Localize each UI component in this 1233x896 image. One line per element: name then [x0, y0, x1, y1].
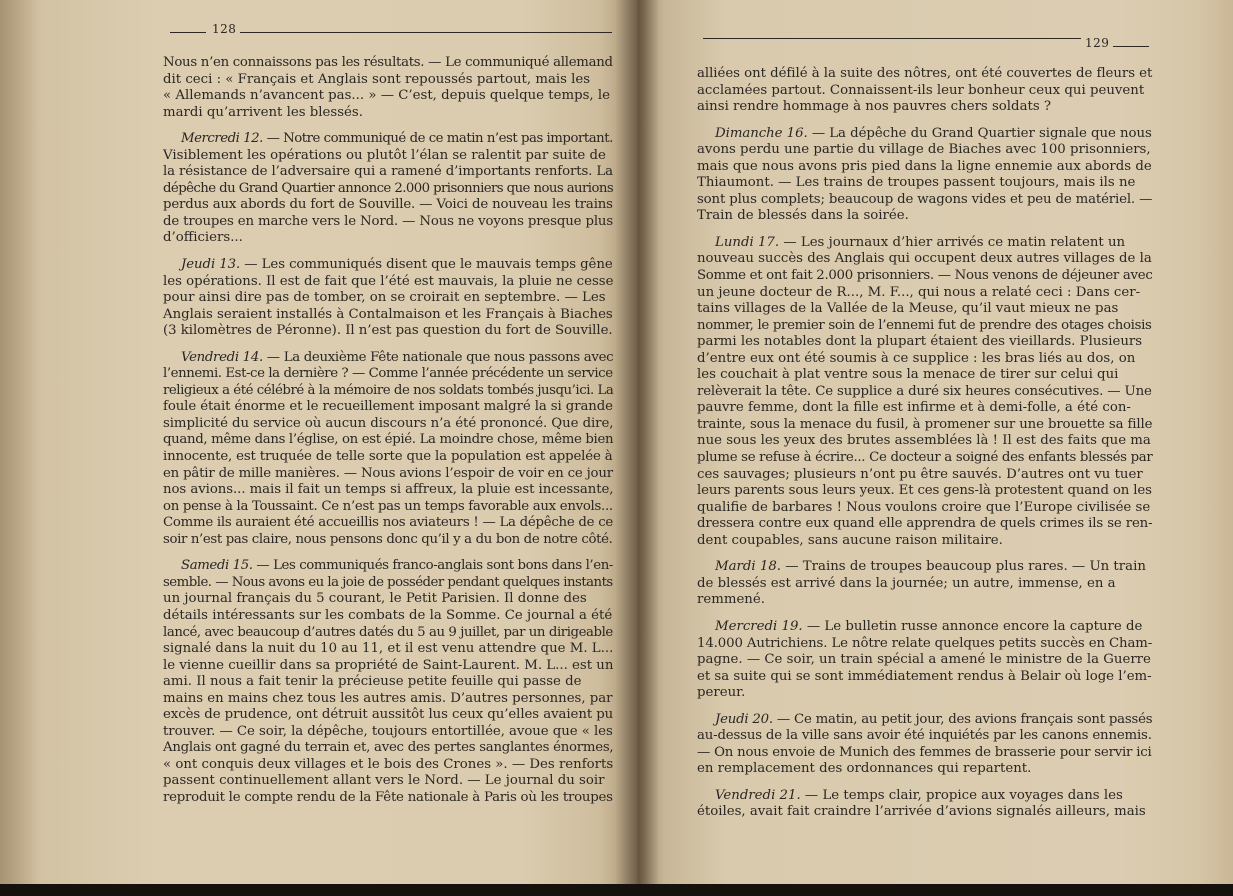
text-line: signalé dans la nuit du 10 au 11, et il est venu attendre que M. L... — [163, 641, 614, 657]
paragraph — [697, 712, 1152, 778]
paragraph — [697, 66, 1152, 116]
text-line: nos avions... mais il fait un temps si affreux, la pluie est incessante, — [163, 482, 614, 498]
text-line: reproduit le compte rendu de la Fête nationale à Paris où les troupes — [163, 789, 613, 805]
date-heading: Mardi 18. — [715, 559, 782, 575]
paragraph — [697, 126, 1152, 225]
text-line: nommer, le premier soin de l’ennemi fut de prendre des otages choisis — [697, 317, 1152, 333]
text-line: un journal français du 5 courant, le Petit Parisien. Il donne des — [163, 591, 587, 607]
text-line: Jeudi 13. — Les communiqués disent que le mauvais temps gêne — [181, 257, 613, 273]
left-page-text — [163, 55, 613, 817]
text-line: simplicité du service où aucun discours n’a été prononcé. Que dire, — [163, 415, 614, 431]
text-line: Nous n’en connaissons pas les résultats. — Le communiqué allemand — [163, 55, 613, 70]
running-head-left — [0, 22, 637, 42]
text-line: Comme ils auraient été accueillis nos aviateurs ! — La dépêche de ce — [163, 515, 613, 531]
text-line: perdus aux abords du fort de Souville. — Voici de nouveau les trains — [163, 197, 613, 213]
text-line: Mercredi 19. — Le bulletin russe annonce encore la capture de — [715, 618, 1143, 634]
text-line: Visiblement les opérations ou plutôt l’élan se ralentit par suite de — [163, 147, 606, 163]
text-line: le vienne cueillir dans sa propriété de Saint-Laurent. M. L... est un — [163, 657, 614, 673]
text-line: parmi les notables dont la plupart étaient des vieillards. Plusieurs — [697, 334, 1143, 350]
text-line: lancé, avec beaucoup d’autres datés du 5 au 9 juillet, par un dirigeable — [163, 624, 613, 640]
text-line: passent continuellement allant vers le Nord. — Le journal du soir — [163, 773, 605, 789]
text-line: d’entre eux ont été soumis à ce supplice : les bras liés au dos, on — [697, 350, 1136, 366]
text-line: la résistance de l’adversaire qui a ramené d’importants renforts. La — [163, 164, 613, 180]
text-line: alliées ont défilé à la suite des nôtres, ont été couvertes de fleurs et — [697, 66, 1153, 81]
text-line: (3 kilomètres de Péronne). Il n’est pas question du fort de Souville. — [163, 323, 613, 339]
text-line: ami. Il nous a fait tenir la précieuse petite feuille qui passe de — [163, 674, 582, 690]
text-line: Anglais ont gagné du terrain et, avec des pertes sanglantes énormes, — [163, 740, 614, 756]
text-line: trouver. — Ce soir, la dépêche, toujours entortillée, avoue que « les — [163, 723, 613, 739]
paragraph — [697, 235, 1152, 549]
page-edge-shading — [0, 0, 40, 884]
text-line: et sa suite qui se sont immédiatement rendus à Belair où loge l’em- — [697, 668, 1152, 684]
text-line: — On nous envoie de Munich des femmes de brasserie pour servir ici — [697, 744, 1152, 760]
text-line: dépêche du Grand Quartier annonce 2.000 prisonniers que nous aurions — [163, 180, 614, 196]
text-line: de troupes en marche vers le Nord. — Nous ne voyons presque plus — [163, 213, 614, 229]
text-line: quand, même dans l’église, on est épié. La moindre chose, même bien — [163, 432, 614, 448]
date-heading: Mercredi 12. — [181, 131, 263, 147]
text-line: dressera contre eux quand elle apprendra de quels crimes ils se ren- — [697, 516, 1153, 532]
text-line: foule était énorme et le recueillement imposant malgré la si grande — [163, 399, 613, 415]
header-rule-short — [1113, 46, 1149, 47]
paragraph — [697, 559, 1152, 609]
text-line: de blessés est arrivé dans la journée; un autre, immense, en a — [697, 575, 1116, 591]
text-line: Anglais seraient installés à Contalmaison et les Français à Biaches — [163, 306, 613, 322]
paragraph — [163, 257, 613, 340]
text-line: plume se refuse à écrire... Ce docteur a soigné des enfants blessés par — [697, 450, 1153, 466]
text-line: Jeudi 20. — Ce matin, au petit jour, des avions français sont passés — [715, 711, 1153, 727]
text-line: Mardi 18. — Trains de troupes beaucoup plus rares. — Un train — [715, 559, 1146, 575]
text-line: mais que nous avons pris pied dans la ligne ennemie aux abords de — [697, 158, 1152, 174]
text-line: en remplacement des ordonnances qui repartent. — [697, 761, 1032, 777]
text-line: innocente, est truquée de telle sorte que la population est appelée à — [163, 449, 613, 465]
text-line: 14.000 Autrichiens. Le nôtre relate quelques petits succès en Cham- — [697, 635, 1153, 651]
text-line: mains en mains chez tous les autres amis. D’autres personnes, par — [163, 690, 613, 706]
text-line: Vendredi 14. — La deuxième Fête nationale que nous passons avec — [181, 349, 614, 365]
header-rule-short — [170, 32, 206, 33]
text-line: pour ainsi dire pas de tomber, on se croirait en septembre. — Les — [163, 290, 606, 306]
text-line: les opérations. Il est de fait que l’été est mauvais, la pluie ne cesse — [163, 273, 614, 289]
date-heading: Vendredi 21. — [715, 787, 801, 803]
text-line: Samedi 15. — Les communiqués franco-anglais sont bons dans l’en- — [181, 558, 613, 574]
header-rule-long — [703, 38, 1081, 39]
header-rule-long — [240, 32, 612, 33]
text-line: d’officiers... — [163, 230, 243, 246]
text-line: soir n’est pas claire, nous pensons donc qu’il y a du bon de notre côté. — [163, 531, 613, 547]
text-line: remmené. — [697, 592, 765, 608]
text-line: acclamées partout. Connaissent-ils leur bonheur ceux qui peuvent — [697, 82, 1145, 98]
text-line: « Allemands n’avancent pas... » — C’est, depuis quelque temps, le — [163, 88, 610, 104]
text-line: tains villages de la Vallée de la Meuse, qu’il vaut mieux ne pas — [697, 301, 1119, 317]
text-line: dent coupables, sans aucune raison militaire. — [697, 532, 1003, 548]
paragraph — [697, 788, 1152, 821]
date-heading: Jeudi 13. — [181, 257, 241, 273]
date-heading: Mercredi 19. — [715, 618, 803, 634]
text-line: trainte, sous la menace du fusil, à promener sur une brouette sa fille — [697, 416, 1153, 432]
text-line: détails intéressants sur les combats de la Somme. Ce journal a été — [163, 607, 613, 623]
text-line: Mercredi 12. — Notre communiqué de ce matin n’est pas important. — [181, 131, 613, 147]
page-number: 128 — [212, 22, 237, 36]
text-line: étoiles, avait fait craindre l’arrivée d’avions signalés ailleurs, mais — [697, 804, 1146, 820]
text-line: « ont conquis deux villages et le bois des Crones ». — Des renforts — [163, 756, 614, 772]
paragraph — [163, 558, 613, 806]
text-line: l’ennemi. Est-ce la dernière ? — Comme l’année précédente un service — [163, 366, 613, 382]
text-line: excès de prudence, ont détruit aussitôt lus ceux qu’elles avaient pu — [163, 707, 614, 723]
text-line: ainsi rendre hommage à nos pauvres chers soldats ? — [697, 99, 1052, 115]
text-line: dit ceci : « Français et Anglais sont repoussés partout, mais les — [163, 71, 591, 87]
paragraph — [163, 350, 613, 549]
text-line: nouveau succès des Anglais qui occupent deux autres villages de la — [697, 251, 1152, 267]
text-line: avons perdu une partie du village de Biaches avec 100 prisonniers, — [697, 142, 1151, 158]
text-line: pauvre femme, dont la fille est infirme et à demi-folle, a été con- — [697, 400, 1131, 416]
text-line: semble. — Nous avons eu la joie de posséder pendant quelques instants — [163, 574, 613, 590]
text-line: les couchait à plat ventre sous la menace de tirer sur celui qui — [697, 367, 1119, 383]
text-line: relèverait la tête. Ce supplice a duré six heures consécutives. — Une — [697, 383, 1152, 399]
text-line: Train de blessés dans la soirée. — [697, 208, 909, 224]
text-line: sont plus complets; beaucoup de wagons vides et peu de matériel. — — [697, 191, 1153, 207]
text-line: on pense à la Toussaint. Ce n’est pas un temps favorable aux envols... — [163, 498, 613, 514]
text-line: Somme et ont fait 2.000 prisonniers. — Nous venons de déjeuner avec — [697, 268, 1153, 284]
text-line: Thiaumont. — Les trains de troupes passent toujours, mais ils ne — [697, 175, 1136, 191]
text-line: Lundi 17. — Les journaux d’hier arrivés ce matin relatent un — [715, 234, 1126, 250]
text-line: Dimanche 16. — La dépêche du Grand Quartier signale que nous — [715, 125, 1152, 141]
text-line: un jeune docteur de R..., M. F..., qui nous a relaté ceci : Dans cer- — [697, 284, 1141, 300]
text-line: en pâtir de mille manières. — Nous avions l’espoir de voir en ce jour — [163, 465, 613, 481]
text-line: au-dessus de la ville sans avoir été inquiétés par les canons ennemis. — [697, 728, 1152, 744]
date-heading: Jeudi 20. — [715, 711, 773, 727]
text-line: Vendredi 21. — Le temps clair, propice aux voyages dans les — [715, 787, 1123, 803]
right-page-text — [697, 66, 1152, 831]
date-heading: Vendredi 14. — [181, 349, 263, 365]
paragraph — [163, 55, 613, 121]
paragraph — [163, 131, 613, 247]
running-head-right — [637, 22, 1233, 50]
text-line: religieux a été célébré à la mémoire de nos soldats tombés jusqu’ici. La — [163, 382, 614, 398]
date-heading: Samedi 15. — [181, 558, 253, 574]
text-line: nue sous les yeux des brutes assemblées là ! Il est des faits que ma — [697, 433, 1151, 449]
text-line: pereur. — [697, 685, 746, 701]
paragraph — [697, 619, 1152, 702]
text-line: pagne. — Ce soir, un train spécial a amené le ministre de la Guerre — [697, 652, 1151, 668]
text-line: ces sauvages; plusieurs n’ont pu être sauvés. D’autres ont vu tuer — [697, 466, 1143, 482]
text-line: mardi qu’arrivent les blessés. — [163, 104, 363, 120]
page-number: 129 — [1085, 36, 1110, 50]
right-page — [637, 0, 1233, 884]
date-heading: Dimanche 16. — [715, 125, 808, 141]
date-heading: Lundi 17. — [715, 234, 780, 250]
text-line: qualifie de barbares ! Nous voulons croire que l’Europe civilisée se — [697, 499, 1151, 515]
text-line: leurs parents sous leurs yeux. Et ces gens-là protestent quand on les — [697, 483, 1152, 499]
